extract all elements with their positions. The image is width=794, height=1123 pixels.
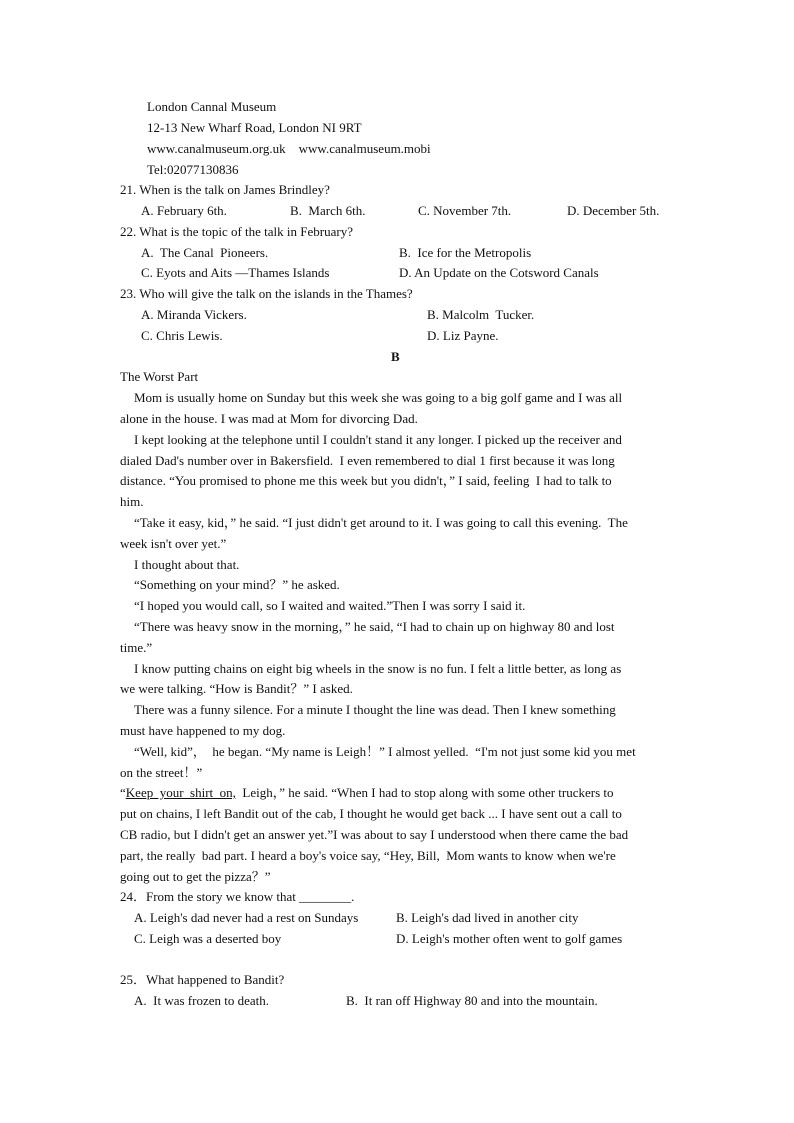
question-23-stem: 23. Who will give the talk on the islands in the Thames? — [120, 286, 413, 301]
question-25-option-b: B. It ran off Highway 80 and into the mountain. — [346, 993, 598, 1008]
question-22-stem: 22. What is the topic of the talk in February? — [120, 224, 353, 239]
story-line: “Take it easy, kid，” he said. “I just didn't get around to it. I was going to call this evening. The — [134, 515, 628, 530]
museum-websites: www.canalmuseum.org.uk www.canalmuseum.mobi — [147, 141, 431, 156]
question-25-option-a: A. It was frozen to death. — [134, 993, 270, 1008]
question-23-option-d: D. Liz Payne. — [427, 328, 499, 343]
question-21-option-b: B. March 6th. — [290, 203, 366, 218]
museum-address: 12-13 New Wharf Road, London NI 9RT — [147, 120, 362, 135]
question-24-option-a: A. Leigh's dad never had a rest on Sundays — [134, 910, 359, 925]
story-line: time.” — [120, 640, 153, 655]
story-line: I kept looking at the telephone until I couldn't stand it any longer. I picked up the receiver and — [134, 432, 622, 447]
museum-name: London Cannal Museum — [147, 99, 277, 114]
story-line: CB radio, but I didn't get an answer yet.”I was about to say I understood when there came the bad — [120, 827, 629, 842]
question-24-option-c: C. Leigh was a deserted boy — [134, 931, 282, 946]
story-line: “I hoped you would call, so I waited and waited.”Then I was sorry I said it. — [134, 598, 526, 613]
line-rest: Leigh，” he said. “When I had to stop along with some other truckers to — [235, 785, 614, 800]
story-line: I thought about that. — [134, 557, 240, 572]
story-line: we were talking. “How is Bandit？” I asked. — [120, 681, 353, 696]
question-21-option-d: D. December 5th. — [567, 203, 660, 218]
story-line: There was a funny silence. For a minute I thought the line was dead. Then I knew something — [134, 702, 616, 717]
story-line: “Something on your mind？” he asked. — [134, 577, 340, 592]
story-line: week isn't over yet.” — [120, 536, 227, 551]
question-23-option-b: B. Malcolm Tucker. — [427, 307, 535, 322]
question-23-option-a: A. Miranda Vickers. — [141, 307, 247, 322]
story-line: alone in the house. I was mad at Mom for divorcing Dad. — [120, 411, 418, 426]
story-line: distance. “You promised to phone me this week but you didn't，” I said, feeling I had to talk to — [120, 473, 612, 488]
question-24-option-b: B. Leigh's dad lived in another city — [396, 910, 579, 925]
story-line: “There was heavy snow in the morning，” he said, “I had to chain up on highway 80 and lost — [134, 619, 615, 634]
story-line: Mom is usually home on Sunday but this week she was going to a big golf game and I was all — [134, 390, 623, 405]
story-line: on the street！” — [120, 765, 203, 780]
question-22-option-a: A. The Canal Pioneers. — [141, 245, 269, 260]
open-quote: “ — [120, 785, 126, 800]
story-line: part, the really bad part. I heard a boy's voice say, “Hey, Bill, Mom wants to know when we're — [120, 848, 616, 863]
question-21-option-c: C. November 7th. — [418, 203, 512, 218]
question-25-stem: 25．What happened to Bandit? — [120, 972, 285, 987]
story-title: The Worst Part — [120, 369, 199, 384]
underlined-phrase: Keep your shirt on, — [125, 785, 236, 800]
story-line: “Well, kid”， he began. “My name is Leigh！” I almost yelled. “I'm not just some kid you met — [134, 744, 636, 759]
question-22-option-d: D. An Update on the Cotsword Canals — [399, 265, 599, 280]
question-22-option-b: B. Ice for the Metropolis — [399, 245, 532, 260]
question-24-stem: 24．From the story we know that ________. — [120, 889, 355, 904]
story-line: put on chains, I left Bandit out of the cab, I thought he would get back ... I have sent out a call to — [120, 806, 622, 821]
question-21-stem: 21. When is the talk on James Brindley? — [120, 182, 330, 197]
story-line: dialed Dad's number over in Bakersfield. I even remembered to dial 1 first because it was long — [120, 453, 615, 468]
section-b-heading: B — [391, 349, 400, 364]
question-22-option-c: C. Eyots and Aits —Thames Islands — [141, 265, 330, 280]
story-line: must have happened to my dog. — [120, 723, 286, 738]
story-line: him. — [120, 494, 144, 509]
museum-phone: Tel:02077130836 — [147, 162, 239, 177]
question-24-option-d: D. Leigh's mother often went to golf games — [396, 931, 623, 946]
story-line — [120, 785, 614, 801]
story-line: I know putting chains on eight big wheels in the snow is no fun. I felt a little better, as long as — [134, 661, 622, 676]
question-23-option-c: C. Chris Lewis. — [141, 328, 223, 343]
question-21-option-a: A. February 6th. — [141, 203, 227, 218]
story-line: going out to get the pizza？” — [120, 869, 271, 884]
